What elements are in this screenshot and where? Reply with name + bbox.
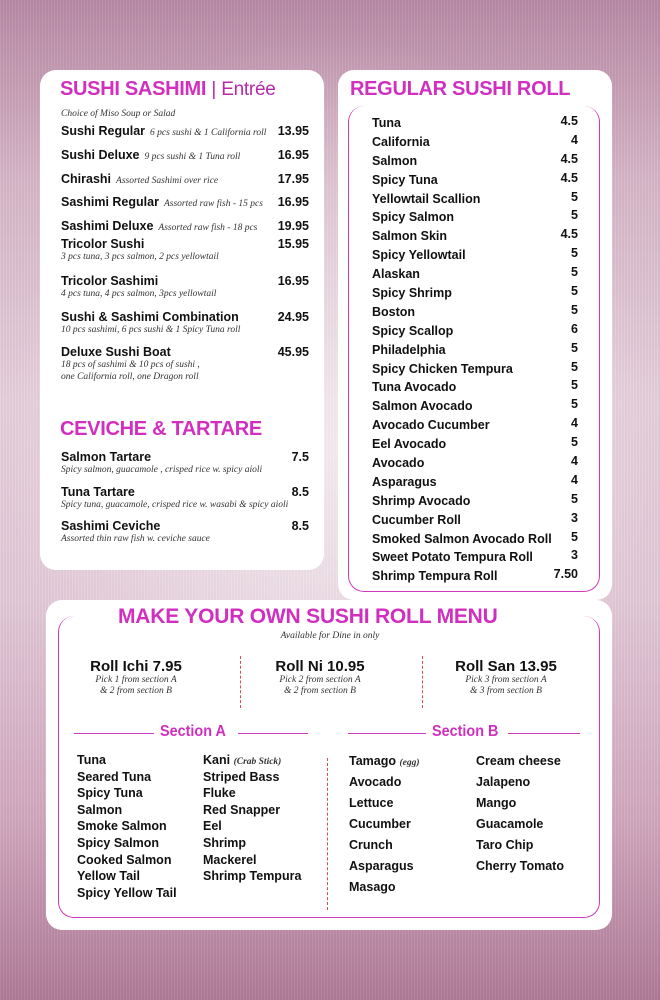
ingredient-item [349,754,420,775]
roll-item-price: 4 [571,416,578,431]
menu-item-desc: 9 pcs sushi & 1 Tuna roll [144,152,241,162]
menu-item [61,219,309,233]
roll-item-price: 5 [571,340,578,355]
roll-option-rule-1: Pick 2 from section A [279,675,361,685]
menu-item-price: 15.95 [277,237,309,251]
menu-item-line [61,274,309,288]
roll-item [372,454,578,473]
sushi-sashimi-title: SUSHI SASHIMI [60,78,207,100]
roll-item-price: 5 [571,491,578,506]
roll-item [372,246,578,265]
menu-item-name: Chirashi [61,172,112,186]
roll-item-name: Avocado Cucumber [372,418,490,433]
roll-item-price: 4.5 [560,170,578,185]
ingredient-item: Shrimp Tempura [203,869,302,884]
roll-item-name: Alaskan [372,267,420,282]
ingredient-item: Jalapeno [476,775,531,789]
menu-item-price: 16.95 [277,274,309,288]
roll-option [56,658,216,697]
ingredient-item: Guacamole [476,817,544,831]
roll-item [372,397,578,416]
menu-item-line [61,219,309,233]
menu-item-name: Tuna Tartare [61,485,135,499]
menu-item-desc: Assorted raw fish - 15 pcs [163,199,263,209]
roll-item-name: Avocado [372,456,425,471]
section-b-title: Section B [432,723,499,740]
roll-item-price: 4 [571,454,578,469]
menu-item-desc: 10 pcs sashimi, 6 pcs sushi & 1 Spicy Tuna roll [61,325,241,335]
roll-item-name: Spicy Shrimp [372,286,452,301]
menu-item-line [61,124,309,138]
roll-item [372,473,578,492]
roll-item-name: Shrimp Avocado [372,493,471,508]
option-divider-2 [422,656,423,708]
roll-item-price: 5 [571,302,578,317]
roll-item-price: 4.5 [560,114,578,128]
menu-item-price: 8.5 [291,485,309,499]
menu-item-desc: 18 pcs of sashimi & 10 pcs of sushi , [61,360,200,370]
roll-item-price: 5 [571,359,578,374]
roll-item [372,322,578,341]
menu-item-price: 16.95 [277,195,309,209]
roll-item-price: 5 [571,265,578,280]
roll-item [372,341,578,360]
roll-item-price: 5 [571,246,578,261]
menu-item-line [61,237,309,251]
ingredient-note: (Crab Stick) [233,757,282,767]
ingredient-item: Seared Tuna [77,769,152,784]
section-b-line-left [348,733,426,734]
roll-item-name: Eel Avocado [372,437,447,452]
section-a-title: Section A [160,723,226,740]
section-a-column-2 [203,753,301,886]
roll-item-name: Philadelphia [372,342,446,357]
roll-item [372,435,578,454]
menu-item-price: 24.95 [277,310,309,324]
ingredient-item: Eel [203,819,222,834]
regular-roll-list [372,114,578,586]
roll-item-name: Sweet Potato Tempura Roll [372,550,533,565]
roll-item [372,152,578,171]
roll-item-name: Spicy Yellowtail [372,248,466,263]
menu-item-desc: Assorted raw fish - 18 pcs [158,223,258,233]
menu-item-line [61,195,309,209]
roll-item-name: Cucumber Roll [372,512,461,527]
ingredient-item: Cherry Tomato [476,859,564,873]
menu-item [61,274,309,300]
ingredient-item: Spicy Yellow Tail [77,885,177,900]
section-b-column-2 [476,754,564,880]
roll-item [372,548,578,567]
menu-item-price: 7.5 [291,450,309,464]
roll-option-rule-1: Pick 3 from section A [465,675,547,685]
menu-item-name: Tricolor Sushi [61,237,145,251]
menu-item-price: 17.95 [277,172,309,186]
menu-item-name: Salmon Tartare [61,450,152,464]
roll-item-price: 5 [571,189,578,204]
menu-item [61,172,309,186]
roll-item-price: 4.5 [560,151,578,166]
roll-item [372,190,578,209]
menu-item-desc: Spicy salmon, guacamole , crisped rice w. spicy aioli [61,465,263,475]
section-a-column-1 [77,753,177,902]
roll-item-price: 6 [571,321,578,336]
menu-item-name: Sushi Regular [61,124,146,138]
sushi-sashimi-note: Choice of Miso Soup or Salad [61,109,176,119]
roll-item-name: Shrimp Tempura Roll [372,569,498,584]
roll-item-name: Spicy Scallop [372,323,454,338]
ingredient-item: Masago [349,880,396,894]
ingredient-item: Avocado [349,775,402,789]
ingredient-item: Cucumber [349,817,411,831]
ingredient-name: Tamago [349,754,396,768]
roll-option-name: Roll San 13.95 [455,658,557,675]
roll-item [372,378,578,397]
ingredient-item: Cooked Salmon [77,852,172,867]
section-a-line-left [74,733,154,734]
menu-item [61,124,309,138]
ingredient-item: Spicy Tuna [77,786,143,801]
roll-item-price: 5 [571,208,578,223]
roll-item [372,208,578,227]
menu-item [61,237,309,263]
roll-item-price: 7.50 [553,567,578,582]
menu-item-name: Deluxe Sushi Boat [61,345,171,359]
menu-item-desc: Spicy tuna, guacamole, crisped rice w. wasabi & spicy aioli [61,500,289,510]
menu-item [61,310,309,336]
menu-item [61,148,309,162]
roll-option [240,658,400,697]
menu-item-name: Sashimi Deluxe [61,219,154,233]
roll-item-name: Spicy Salmon [372,210,454,225]
section-a-line-right [238,733,308,734]
roll-item-price: 5 [571,435,578,450]
roll-item [372,133,578,152]
menu-item-line [61,172,309,186]
menu-item-name: Sashimi Ceviche [61,519,161,533]
menu-item-desc: 4 pcs tuna, 4 pcs salmon, 3pcs yellowtail [61,289,217,299]
menu-item-price: 13.95 [277,124,309,138]
roll-item-price: 4 [571,472,578,487]
roll-item [372,492,578,511]
menu-item-price: 19.95 [277,219,309,233]
roll-item [372,284,578,303]
ingredient-item: Taro Chip [476,838,534,852]
roll-item-price: 3 [571,510,578,525]
sushi-sashimi-suffix: Entrée [221,79,276,100]
ingredient-item: Tuna [77,753,106,767]
ingredient-item: Striped Bass [203,769,280,784]
menu-item-line [61,148,309,162]
menu-item [61,195,309,209]
roll-item-price: 5 [571,284,578,299]
roll-item-name: Salmon [372,153,418,168]
roll-item-price: 4.5 [560,227,578,242]
section-b-line-right [508,733,580,734]
roll-item [372,360,578,379]
sushi-sashimi-heading [60,78,275,101]
roll-option-name: Roll Ichi 7.95 [90,658,182,675]
roll-item-price: 3 [571,548,578,563]
ingredient-item [203,753,301,770]
ingredient-item: Fluke [203,786,236,801]
make-your-own-heading: MAKE YOUR OWN SUSHI ROLL MENU [112,605,504,629]
ingredient-item: Mackerel [203,852,257,867]
roll-item-price: 5 [571,397,578,412]
section-b-column-1 [349,754,420,901]
roll-option-rule-2: & 3 from section B [470,686,542,696]
roll-item-name: Boston [372,304,416,319]
roll-option-name: Roll Ni 10.95 [275,658,365,675]
menu-item-line [61,345,309,359]
roll-option-rule-2: & 2 from section B [100,686,172,696]
menu-item-desc: Assorted thin raw fish w. ceviche sauce [61,534,210,544]
roll-item-name: Yellowtail Scallion [372,191,481,206]
roll-item [372,567,578,586]
roll-item [372,227,578,246]
roll-item-price: 5 [571,529,578,544]
roll-item [372,114,578,133]
roll-item [372,511,578,530]
roll-option-rule-2: & 2 from section B [284,686,356,696]
ingredient-item: Red Snapper [203,802,281,817]
roll-item [372,530,578,549]
ingredient-item: Cream cheese [476,754,561,768]
menu-item-price: 8.5 [291,519,309,533]
roll-item-name: California [372,134,430,149]
roll-item-name: Asparagus [372,474,437,489]
regular-roll-heading: REGULAR SUSHI ROLL [350,78,571,100]
menu-item [61,345,309,383]
menu-item-price: 45.95 [277,345,309,359]
menu-item-name: Sashimi Regular [61,195,159,209]
roll-item [372,303,578,322]
roll-item-price: 4 [571,132,578,147]
menu-item-name: Sushi & Sashimi Combination [61,310,239,324]
roll-item [372,265,578,284]
menu-item-desc: 6 pcs sushi & 1 California roll [150,128,267,138]
heading-separator: | [211,79,217,100]
ingredient-note: (egg) [399,758,420,768]
ingredient-item: Shrimp [203,835,247,850]
roll-option-rule-1: Pick 1 from section A [95,675,177,685]
make-your-own-subtitle: Available for Dine in only [280,631,380,641]
roll-item-name: Smoked Salmon Avocado Roll [372,531,552,546]
menu-item [61,485,309,512]
roll-item-name: Salmon Skin [372,229,448,244]
ingredient-item: Salmon [77,802,123,817]
ingredient-item: Asparagus [349,859,414,873]
menu-item [61,450,309,477]
roll-item [372,171,578,190]
section-divider [327,758,328,910]
ingredient-item: Smoke Salmon [77,819,167,834]
menu-item-name: Sushi Deluxe [61,148,140,162]
ceviche-heading: CEVICHE & TARTARE [60,418,262,440]
roll-item-name: Spicy Tuna [372,172,438,187]
roll-option [426,658,586,697]
ingredient-item: Lettuce [349,796,394,810]
roll-item [372,416,578,435]
roll-item-price: 5 [571,378,578,393]
roll-item-name: Salmon Avocado [372,399,473,414]
menu-item-desc: Assorted Sashimi over rice [116,176,219,186]
menu-item-name: Tricolor Sashimi [61,274,159,288]
ingredient-item: Yellow Tail [77,869,140,884]
roll-item-name: Spicy Chicken Tempura [372,361,513,376]
option-divider-1 [240,656,241,708]
menu-item-line [61,310,309,324]
menu-item [61,519,309,546]
menu-item-price: 16.95 [277,148,309,162]
menu-item-desc: 3 pcs tuna, 3 pcs salmon, 2 pcs yellowtail [61,252,219,262]
menu-item-desc-2: one California roll, one Dragon roll [61,372,199,382]
ingredient-item: Crunch [349,838,393,852]
roll-item-name: Tuna [372,116,401,130]
roll-item-name: Tuna Avocado [372,380,457,395]
ingredient-item: Spicy Salmon [77,835,159,850]
ingredient-item: Mango [476,796,517,810]
ingredient-name: Kani [203,753,231,767]
